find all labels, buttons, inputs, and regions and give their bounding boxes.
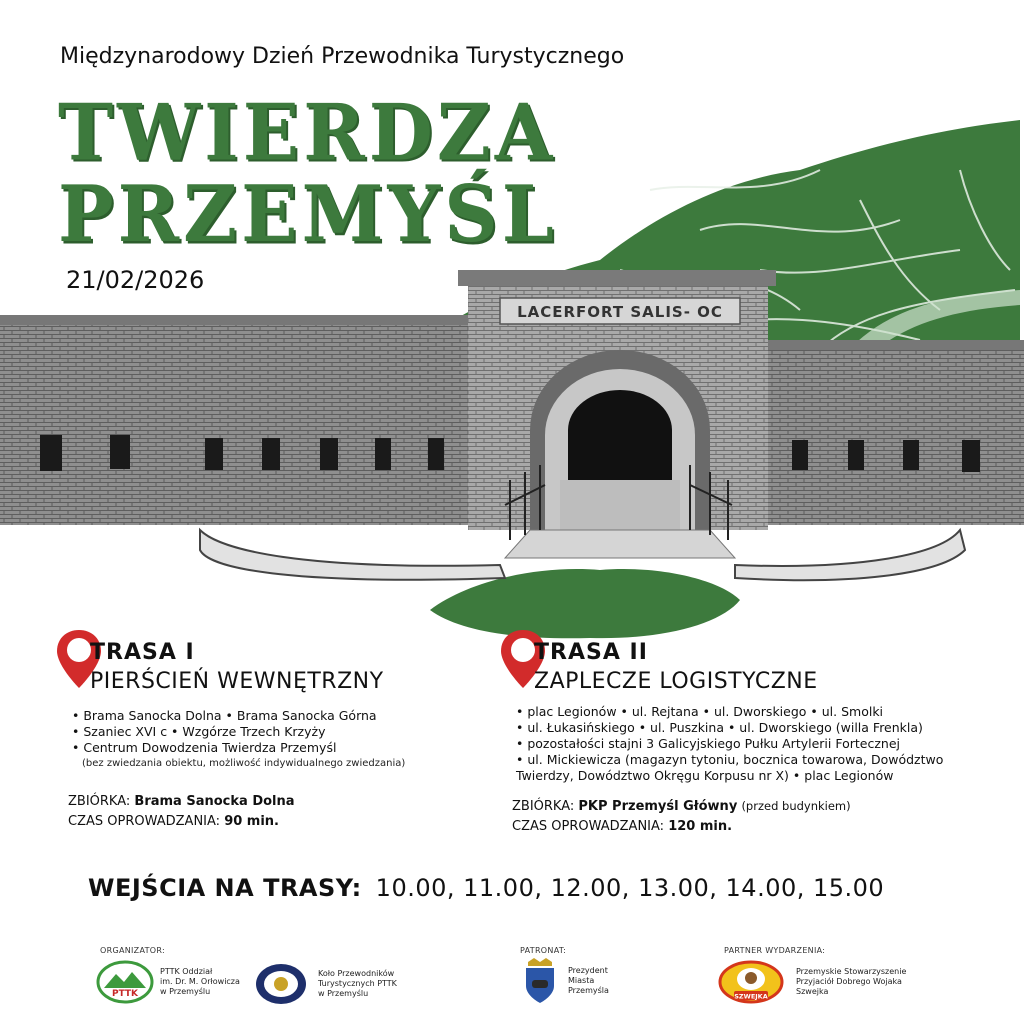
route-1-meta [62,792,482,832]
route-1-duration: 90 min. [224,814,279,829]
route-2-meeting-place: PKP Przemyśl Główny [578,799,738,814]
route-1-header [62,640,482,694]
route-2-meta [506,796,986,837]
moat-path-right [735,530,965,580]
route-2-stop: • ul. Łukasińskiego • ul. Puszkina • ul. Dworskiego (willa Frenkla) [516,720,923,735]
route-1-number: TRASA I [90,640,195,665]
guides-badge-icon [254,962,308,1006]
route-2-stop: Twierdzy, Dowództwo Okręgu Korpusu nr X) • plac Legionów [516,768,894,783]
right-wall [765,345,1024,525]
organizer-pttk [96,960,240,1004]
svejk-society-logo-icon [718,960,784,1004]
city-coat-of-arms-icon [522,958,558,1004]
route-2-name: ZAPLECZE LOGISTYCZNE [534,669,818,694]
route-2 [506,640,986,837]
route-1-stop: • Szaniec XVI c • Wzgórze Trzech Krzyży [72,724,326,739]
gate-sign: LACERFORT SALIS- OC [517,303,723,321]
organizer-1-text: PTTK Oddział im. Dr. M. Orłowicza w Przemyślu [160,967,240,996]
patron-mayor [522,958,609,1004]
route-2-number: TRASA II [534,640,648,665]
route-2-stops [506,704,986,784]
route-1-name: PIERŚCIEŃ WEWNĘTRZNY [90,669,384,694]
route-2-stop: • ul. Mickiewicza (magazyn tytoniu, bocznica towarowa, Dowództwo [516,752,944,767]
event-subtitle: Międzynarodowy Dzień Przewodnika Turystycznego [60,44,625,69]
organizer-guides-circle [254,962,397,1006]
patron-title: PATRONAT: [520,946,567,955]
bridge [505,530,735,558]
route-2-duration-label: CZAS OPROWADZANIA: [512,819,665,834]
entry-times-values: 10.00, 11.00, 12.00, 13.00, 14.00, 15.00 [375,874,885,902]
route-2-stop: • plac Legionów • ul. Rejtana • ul. Dworskiego • ul. Smolki [516,704,884,719]
route-2-duration: 120 min. [668,819,733,834]
patron-section [520,946,566,955]
route-2-header [506,640,986,694]
entry-times [88,874,884,902]
route-1-duration-label: CZAS OPROWADZANIA: [68,814,221,829]
title-line-2: PRZEMYŚL [58,169,558,261]
entry-times-label: WEJŚCIA NA TRASY: [88,874,362,902]
route-1 [62,640,482,832]
svg-text:PTTK: PTTK [111,989,139,999]
organizer-section [100,946,165,955]
event-date: 21/02/2026 [66,266,205,294]
route-1-meeting-place: Brama Sanocka Dolna [134,794,295,809]
partner-text: Przemyskie Stowarzyszenie Przyjaciół Dobrego Wojaka Szwejka [796,967,907,996]
partner-svejk [718,960,906,1004]
organizer-title: ORGANIZATOR: [100,946,165,955]
route-1-stop: • Centrum Dowodzenia Twierdza Przemyśl [72,740,337,755]
pttk-logo-icon [96,960,154,1004]
fort-illustration [0,110,1024,650]
moat-path-left [200,530,505,580]
partner-section [724,946,825,955]
organizer-2-text: Koło Przewodników Turystycznych PTTK w Przemyślu [318,969,397,998]
svg-text:SZWEJKA: SZWEJKA [734,992,768,1001]
title-line-1: TWIERDZA [58,87,557,179]
route-2-meeting-note: (przed budynkiem) [741,799,851,813]
route-1-stop-note: (bez zwiedzania obiektu, możliwość indywidualnego zwiedzania) [82,758,406,769]
route-2-meeting-label: ZBIÓRKA: [512,799,575,814]
partner-title: PARTNER WYDARZENIA: [724,946,826,955]
patron-text: Prezydent Miasta Przemyśla [568,966,609,995]
route-1-meeting-label: ZBIÓRKA: [68,794,131,809]
left-wall [0,320,470,525]
route-1-stops [62,708,482,772]
route-2-stop: • pozostałości stajni 3 Galicyjskiego Pułku Artylerii Fortecznej [516,736,900,751]
route-1-stop: • Brama Sanocka Dolna • Brama Sanocka Górna [72,708,377,723]
